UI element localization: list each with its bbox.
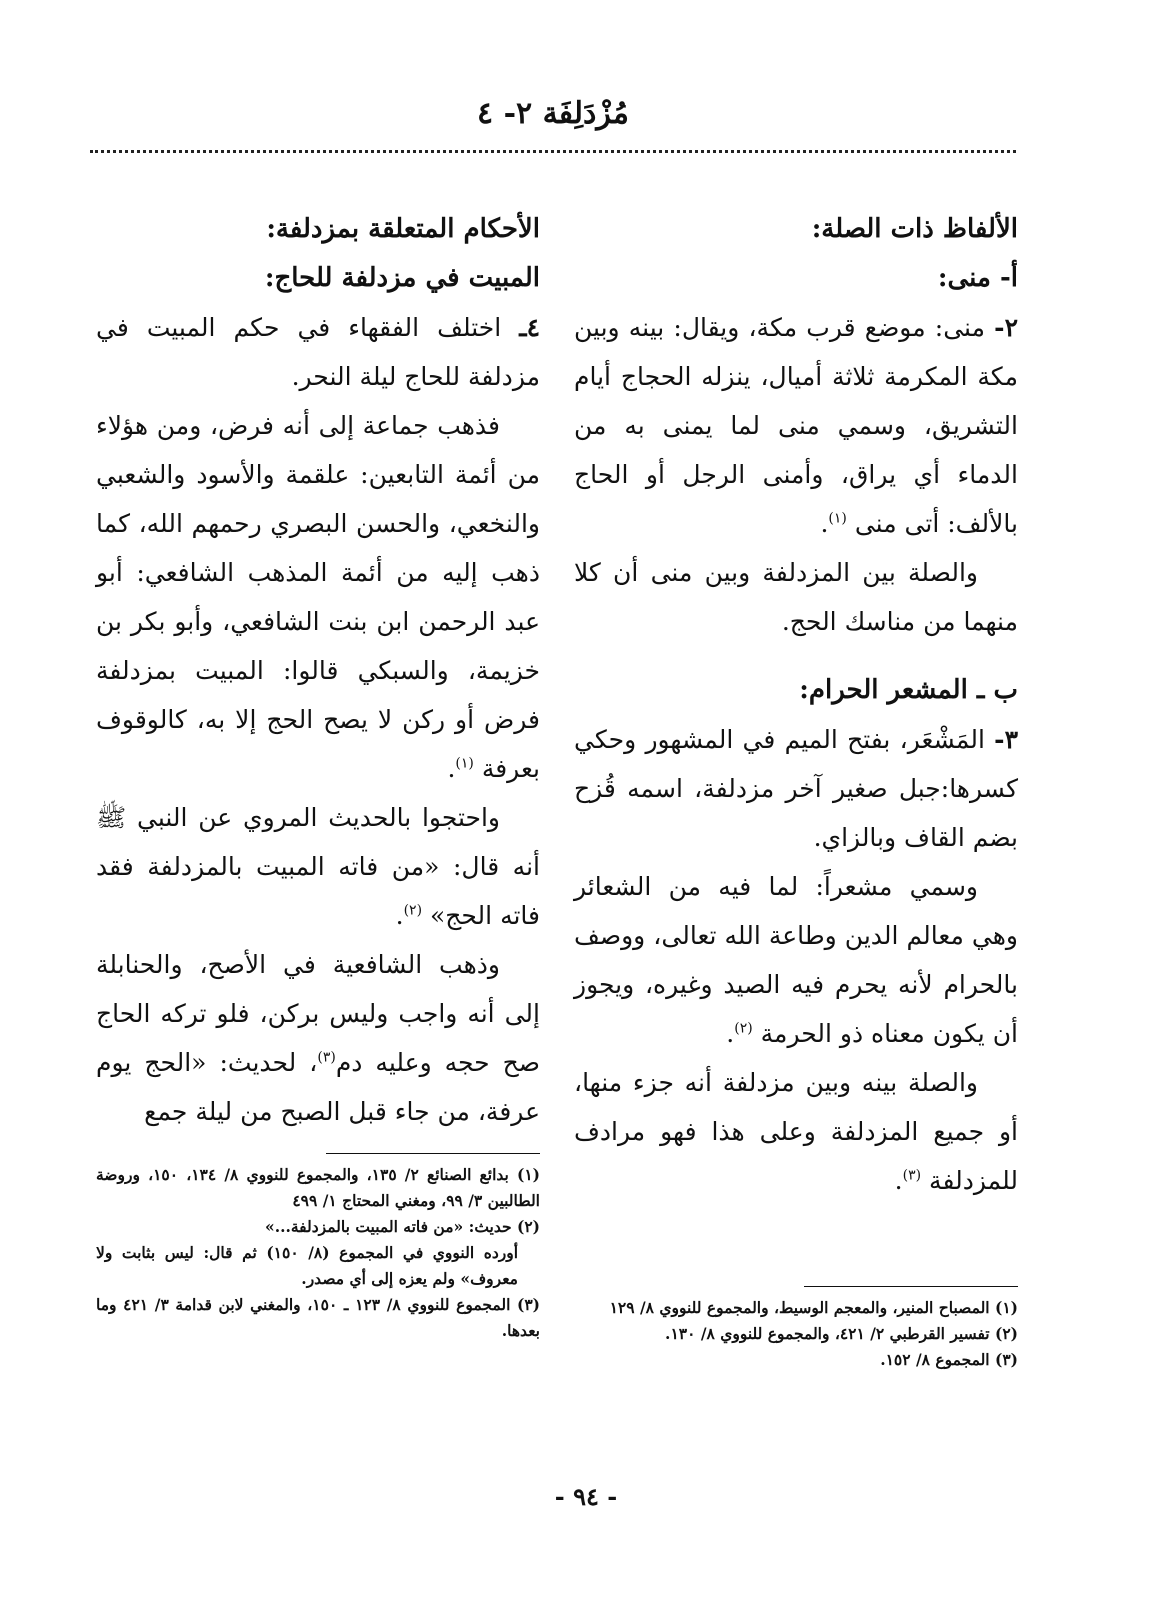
mina-text: منى: موضع قرب مكة، ويقال: بينه وبين مكة المكرمة ثلاثة أميال، ينزله الحجاج أيام التشريق، وسمي منى لما يمنى به من الدماء أي يراق، وأمنى الرجل أو الحاج بالألف: أتى منى [574, 313, 1018, 538]
left-column [96, 205, 540, 1136]
mina-heading: أ- منى: [937, 263, 1018, 293]
page-header-title: مُزْدَلِفَة ٢- ٤ [477, 96, 629, 131]
footnote: (٢) تفسير القرطبي ٢/ ٤٢١، والمجموع للنووي ٨/ ١٣٠. [665, 1324, 1018, 1343]
mina-relation-paragraph: والصلة بين المزدلفة وبين منى أن كلا منهما من مناسك الحج. [574, 558, 1018, 636]
footnote: (٣) المجموع للنووي ٨/ ١٢٣ ـ ١٥٠، والمغني لابن قدامة ٣/ ٤٢١ وما بعدها. [96, 1295, 541, 1340]
header-dotted-rule [90, 150, 1016, 153]
footnote-ref[interactable]: (٣) [317, 1049, 336, 1066]
overnight-paragraph: ٤ـ اختلف الفقهاء في حكم المبيت في مزدلفة للحاج ليلة النحر. [96, 313, 540, 391]
paragraph-number: ٢- [994, 313, 1018, 342]
mina-paragraph: ٢- منى: موضع قرب مكة، ويقال: بينه وبين مكة المكرمة ثلاثة أميال، ينزله الحجاج أيام التشريق، وسمي منى لما يمنى به من الدماء أي يراق، وأمنى الرجل أو الحاج بالألف: أتى منى $^{(١)}$. [574, 313, 1018, 538]
mashar-paragraph [574, 715, 1018, 862]
rulings-heading: الأحكام المتعلقة بمزدلفة: [266, 214, 540, 244]
right-column [574, 205, 1018, 1205]
footnote-ref[interactable]: (١) [455, 755, 474, 772]
mashar-text: المَشْعَر، بفتح الميم في المشهور وحكي كسرها:جبل صغير آخر مزدلفة، اسمه قُزح بضم القاف وبالزاي. [574, 725, 1018, 852]
footnote: (٣) المجموع ٨/ ١٥٢. [880, 1350, 1018, 1369]
footnote: (٢) حديث: «من فاته المبيت بالمزدلفة...» [265, 1217, 540, 1236]
footnote-ref[interactable]: (٣) [902, 1167, 922, 1184]
footnote-ref[interactable]: (١) [828, 510, 847, 527]
left-footnotes [96, 1153, 540, 1344]
fard-opinion-paragraph: فذهب جماعة إلى أنه فرض، ومن هؤلاء من أئمة التابعين: علقمة والأسود والشعبي والنخعي، والحسن البصري رحمهم الله، كما ذهب إليه من أئمة المذهب الشافعي: أبو عبد الرحمن ابن بنت الشافعي، وأبو بكر بن خزيمة، والسبكي قالوا: المبيت بمزدلفة فرض أو ركن لا يصح الحج إلا به، كالوقوف بعرفة $^{(١)}$. [96, 411, 540, 783]
hadith-paragraph: واحتجوا بالحديث المروي عن النبي ﷺ أنه قال: «من فاته المبيت بالمزدلفة فقد فاته الحج» $^{(٢)}$. [96, 803, 540, 930]
mashar-relation-paragraph: والصلة بينه وبين مزدلفة أنه جزء منها، أو جميع المزدلفة وعلى هذا فهو مرادف للمزدلفة $^{(٣)}$. [574, 1068, 1018, 1195]
footnote-ref[interactable]: (٢) [403, 902, 423, 919]
right-footnotes [574, 1286, 1018, 1373]
page-number: - ٩٤ - [554, 1482, 618, 1511]
mashar-heading: ب ـ المشعر الحرام: [799, 675, 1018, 705]
overnight-heading: المبيت في مزدلفة للحاج: [264, 263, 540, 293]
paragraph-number: ٣- [994, 725, 1018, 754]
paragraph-number: ٤ـ [519, 313, 540, 342]
footnote: أورده النووي في المجموع (٨/ ١٥٠) ثم قال: ليس بثابت ولا معروف» ولم يعزه إلى أي مصدر. [96, 1243, 519, 1288]
wajib-opinion-paragraph: وذهب الشافعية في الأصح، والحنابلة إلى أنه واجب وليس بركن، فلو تركه الحاج صح حجه وعليه دم$^{(٣)}$، لحديث: «الحج يوم عرفة، من جاء قبل الصبح من ليلة جمع [96, 950, 541, 1126]
footnote: (١) بدائع الصنائع ٢/ ١٣٥، والمجموع للنووي ٨/ ١٣٤، ١٥٠، وروضة الطالبين ٣/ ٩٩، ومغني المحتاج ١/ ٤٩٩ [96, 1165, 541, 1210]
related-terms-heading: الألفاظ ذات الصلة: [811, 214, 1018, 244]
footnote-ref[interactable]: (٢) [734, 1020, 753, 1037]
footnote: (١) المصباح المنير، والمعجم الوسيط، والمجموع للنووي ٨/ ١٢٩ [609, 1298, 1018, 1317]
mashar-naming-paragraph: وسمي مشعراً: لما فيه من الشعائر وهي معالم الدين وطاعة الله تعالى، ووصف بالحرام لأنه يحرم فيه الصيد وغيره، ويجوز أن يكون معناه ذو الحرمة $^{(٢)}$. [574, 872, 1018, 1048]
